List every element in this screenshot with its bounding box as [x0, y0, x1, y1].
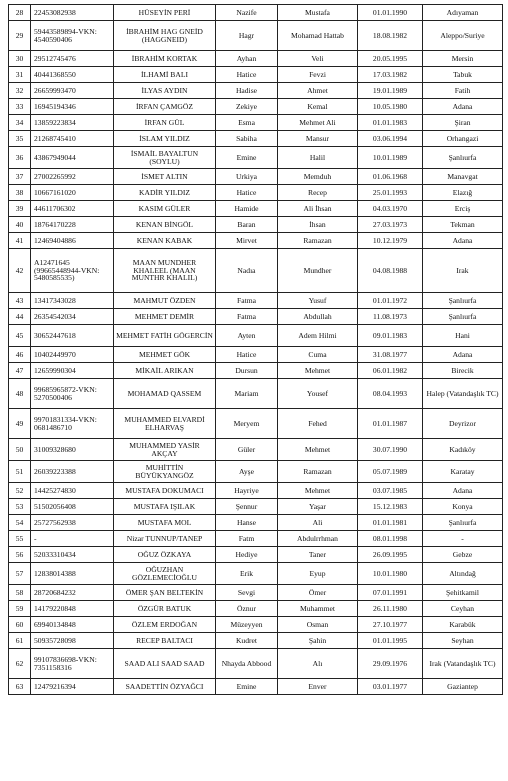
full-name-cell: MUHİTTİN BÜYÜKYANGÖZ — [114, 461, 216, 483]
full-name-cell: KADİR YILDIZ — [114, 185, 216, 201]
id-number-cell: 30652447618 — [31, 325, 114, 347]
mother-name-cell: Şennur — [216, 499, 278, 515]
id-number-cell: 14425274830 — [31, 483, 114, 499]
father-name-cell: Alı — [278, 649, 358, 679]
id-number-cell: 99107836698-VKN: 7351158316 — [31, 649, 114, 679]
id-number-cell: 13417343028 — [31, 293, 114, 309]
row-number-cell: 31 — [9, 67, 31, 83]
full-name-cell: MAHMUT ÖZDEN — [114, 293, 216, 309]
row-number-cell: 50 — [9, 439, 31, 461]
id-number-cell: 52033310434 — [31, 547, 114, 563]
full-name-cell: MİKAİL ARIKAN — [114, 363, 216, 379]
mother-name-cell: Nazife — [216, 5, 278, 21]
table-row — [9, 409, 503, 439]
mother-name-cell: Hatice — [216, 347, 278, 363]
table-row — [9, 185, 503, 201]
mother-name-cell: Mariam — [216, 379, 278, 409]
table-row — [9, 585, 503, 601]
id-number-cell: 29512745476 — [31, 51, 114, 67]
id-number-cell: 25727562938 — [31, 515, 114, 531]
mother-name-cell: Hatice — [216, 67, 278, 83]
full-name-cell: İSMAİL BAYALTUN (SOYLU) — [114, 147, 216, 169]
row-number-cell: 42 — [9, 249, 31, 293]
table-row — [9, 83, 503, 99]
birth-date-cell: 19.01.1989 — [358, 83, 423, 99]
birth-place-cell: Adana — [423, 347, 503, 363]
birth-date-cell: 01.01.1990 — [358, 5, 423, 21]
mother-name-cell: Fatma — [216, 293, 278, 309]
mother-name-cell: Hadise — [216, 83, 278, 99]
father-name-cell: Mehmet — [278, 363, 358, 379]
father-name-cell: Mehmet — [278, 439, 358, 461]
id-number-cell: 14179220848 — [31, 601, 114, 617]
father-name-cell: Halil — [278, 147, 358, 169]
id-number-cell: 26039223388 — [31, 461, 114, 483]
table-row — [9, 379, 503, 409]
table-row — [9, 679, 503, 695]
id-number-cell: 22453082938 — [31, 5, 114, 21]
birth-date-cell: 30.07.1990 — [358, 439, 423, 461]
birth-date-cell: 20.05.1995 — [358, 51, 423, 67]
full-name-cell: SAADETTİN ÖZYAĞCI — [114, 679, 216, 695]
full-name-cell: MEHMET FATİH GÖGERCİN — [114, 325, 216, 347]
father-name-cell: Taner — [278, 547, 358, 563]
mother-name-cell: Hatice — [216, 185, 278, 201]
birth-place-cell: Şanlıurfa — [423, 309, 503, 325]
id-number-cell: 12469404886 — [31, 233, 114, 249]
id-number-cell: 10667161020 — [31, 185, 114, 201]
table-row — [9, 5, 503, 21]
row-number-cell: 58 — [9, 585, 31, 601]
birth-date-cell: 01.01.1981 — [358, 515, 423, 531]
father-name-cell: Mehmet — [278, 483, 358, 499]
father-name-cell: Muhammet — [278, 601, 358, 617]
row-number-cell: 46 — [9, 347, 31, 363]
birth-date-cell: 09.01.1983 — [358, 325, 423, 347]
birth-place-cell: Tekman — [423, 217, 503, 233]
birth-date-cell: 25.01.1993 — [358, 185, 423, 201]
mother-name-cell: Erik — [216, 563, 278, 585]
id-number-cell: 12479216394 — [31, 679, 114, 695]
document-page — [8, 4, 502, 695]
birth-place-cell: Şanlıurfa — [423, 147, 503, 169]
table-row — [9, 131, 503, 147]
birth-date-cell: 27.10.1977 — [358, 617, 423, 633]
birth-date-cell: 08.01.1998 — [358, 531, 423, 547]
birth-place-cell: Adana — [423, 99, 503, 115]
full-name-cell: HÜSEYİN PERİ — [114, 5, 216, 21]
full-name-cell: KENAN BİNGÖL — [114, 217, 216, 233]
birth-place-cell: Karabük — [423, 617, 503, 633]
birth-date-cell: 04.08.1988 — [358, 249, 423, 293]
birth-date-cell: 01.01.1987 — [358, 409, 423, 439]
id-number-cell: 50935728098 — [31, 633, 114, 649]
father-name-cell: Fevzi — [278, 67, 358, 83]
row-number-cell: 63 — [9, 679, 31, 695]
birth-place-cell: Adıyaman — [423, 5, 503, 21]
id-number-cell: 51502056408 — [31, 499, 114, 515]
birth-date-cell: 17.03.1982 — [358, 67, 423, 83]
mother-name-cell: Hamide — [216, 201, 278, 217]
table-row — [9, 563, 503, 585]
row-number-cell: 30 — [9, 51, 31, 67]
birth-date-cell: 01.01.1972 — [358, 293, 423, 309]
father-name-cell: Veli — [278, 51, 358, 67]
mother-name-cell: Baran — [216, 217, 278, 233]
mother-name-cell: Sabiha — [216, 131, 278, 147]
row-number-cell: 57 — [9, 563, 31, 585]
table-row — [9, 293, 503, 309]
row-number-cell: 54 — [9, 515, 31, 531]
id-number-cell: 43867949044 — [31, 147, 114, 169]
id-number-cell: 99701831334-VKN: 0681486710 — [31, 409, 114, 439]
birth-place-cell: Deyrizor — [423, 409, 503, 439]
mother-name-cell: Güler — [216, 439, 278, 461]
full-name-cell: İRFAN GÜL — [114, 115, 216, 131]
birth-date-cell: 05.07.1989 — [358, 461, 423, 483]
father-name-cell: Enver — [278, 679, 358, 695]
mother-name-cell: Hayriye — [216, 483, 278, 499]
birth-place-cell: Şanlıurfa — [423, 293, 503, 309]
birth-date-cell: 29.09.1976 — [358, 649, 423, 679]
id-number-cell: 40441368550 — [31, 67, 114, 83]
table-row — [9, 169, 503, 185]
full-name-cell: ÖMER ŞAN BELTEKİN — [114, 585, 216, 601]
birth-place-cell: Hani — [423, 325, 503, 347]
table-row — [9, 461, 503, 483]
birth-date-cell: 03.01.1977 — [358, 679, 423, 695]
full-name-cell: MUHAMMED YASİR AKÇAY — [114, 439, 216, 461]
row-number-cell: 32 — [9, 83, 31, 99]
mother-name-cell: Emine — [216, 147, 278, 169]
father-name-cell: Abdullah — [278, 309, 358, 325]
birth-date-cell: 01.01.1983 — [358, 115, 423, 131]
row-number-cell: 51 — [9, 461, 31, 483]
full-name-cell: RECEP BALTACI — [114, 633, 216, 649]
birth-place-cell: Erciş — [423, 201, 503, 217]
birth-place-cell: Mersin — [423, 51, 503, 67]
row-number-cell: 37 — [9, 169, 31, 185]
id-number-cell: - — [31, 531, 114, 547]
mother-name-cell: Ayşe — [216, 461, 278, 483]
birth-place-cell: Konya — [423, 499, 503, 515]
row-number-cell: 61 — [9, 633, 31, 649]
full-name-cell: KENAN KABAK — [114, 233, 216, 249]
birth-place-cell: Birecik — [423, 363, 503, 379]
mother-name-cell: Hediye — [216, 547, 278, 563]
row-number-cell: 56 — [9, 547, 31, 563]
full-name-cell: SAAD ALI SAAD SAAD — [114, 649, 216, 679]
id-number-cell: 13859223834 — [31, 115, 114, 131]
row-number-cell: 38 — [9, 185, 31, 201]
row-number-cell: 43 — [9, 293, 31, 309]
table-row — [9, 249, 503, 293]
father-name-cell: Şahin — [278, 633, 358, 649]
mother-name-cell: Ayten — [216, 325, 278, 347]
birth-date-cell: 01.01.1995 — [358, 633, 423, 649]
mother-name-cell: Hagr — [216, 21, 278, 51]
birth-place-cell: Adana — [423, 233, 503, 249]
full-name-cell: İSLAM YILDIZ — [114, 131, 216, 147]
row-number-cell: 40 — [9, 217, 31, 233]
birth-date-cell: 15.12.1983 — [358, 499, 423, 515]
birth-place-cell: Adana — [423, 483, 503, 499]
full-name-cell: İBRAHİM KORTAK — [114, 51, 216, 67]
row-number-cell: 52 — [9, 483, 31, 499]
id-number-cell: 26354542034 — [31, 309, 114, 325]
father-name-cell: Ramazan — [278, 461, 358, 483]
birth-date-cell: 11.08.1973 — [358, 309, 423, 325]
birth-place-cell: Ceyhan — [423, 601, 503, 617]
birth-date-cell: 06.01.1982 — [358, 363, 423, 379]
birth-date-cell: 10.12.1979 — [358, 233, 423, 249]
birth-place-cell: Şiran — [423, 115, 503, 131]
birth-place-cell: Şanlıurfa — [423, 515, 503, 531]
birth-date-cell: 03.07.1985 — [358, 483, 423, 499]
table-row — [9, 309, 503, 325]
row-number-cell: 60 — [9, 617, 31, 633]
father-name-cell: Yousef — [278, 379, 358, 409]
father-name-cell: Mohamad Hattab — [278, 21, 358, 51]
father-name-cell: Memduh — [278, 169, 358, 185]
birth-place-cell: Manavgat — [423, 169, 503, 185]
birth-date-cell: 31.08.1977 — [358, 347, 423, 363]
birth-place-cell: Gaziantep — [423, 679, 503, 695]
table-row — [9, 439, 503, 461]
id-number-cell: 26659993470 — [31, 83, 114, 99]
father-name-cell: Kemal — [278, 99, 358, 115]
birth-date-cell: 10.05.1980 — [358, 99, 423, 115]
birth-date-cell: 10.01.1980 — [358, 563, 423, 585]
row-number-cell: 55 — [9, 531, 31, 547]
row-number-cell: 53 — [9, 499, 31, 515]
mother-name-cell: Hanse — [216, 515, 278, 531]
table-row — [9, 347, 503, 363]
birth-date-cell: 18.08.1982 — [358, 21, 423, 51]
birth-place-cell: - — [423, 531, 503, 547]
row-number-cell: 45 — [9, 325, 31, 347]
full-name-cell: İSMET ALTIN — [114, 169, 216, 185]
mother-name-cell: Urkiya — [216, 169, 278, 185]
full-name-cell: MUHAMMED ELVARDİ ELHARVAŞ — [114, 409, 216, 439]
birth-place-cell: Altındağ — [423, 563, 503, 585]
table-row — [9, 51, 503, 67]
birth-place-cell: Gebze — [423, 547, 503, 563]
father-name-cell: Yusuf — [278, 293, 358, 309]
mother-name-cell: Dursun — [216, 363, 278, 379]
full-name-cell: MUSTAFA IŞILAK — [114, 499, 216, 515]
id-number-cell: 27002265992 — [31, 169, 114, 185]
table-row — [9, 547, 503, 563]
father-name-cell: Cuma — [278, 347, 358, 363]
birth-place-cell: Elazığ — [423, 185, 503, 201]
mother-name-cell: Nhayda Abbood — [216, 649, 278, 679]
birth-date-cell: 26.11.1980 — [358, 601, 423, 617]
mother-name-cell: Zekiye — [216, 99, 278, 115]
father-name-cell: Eyup — [278, 563, 358, 585]
full-name-cell: ÖZGÜR BATUK — [114, 601, 216, 617]
full-name-cell: İLHAMİ BALI — [114, 67, 216, 83]
full-name-cell: MEHMET DEMİR — [114, 309, 216, 325]
table-row — [9, 147, 503, 169]
mother-name-cell: Müzeyyen — [216, 617, 278, 633]
mother-name-cell: Nadıa — [216, 249, 278, 293]
id-number-cell: 16945194346 — [31, 99, 114, 115]
full-name-cell: MUSTAFA DOKUMACI — [114, 483, 216, 499]
table-row — [9, 483, 503, 499]
id-number-cell: 31009328680 — [31, 439, 114, 461]
full-name-cell: MUSTAFA MOL — [114, 515, 216, 531]
father-name-cell: İhsan — [278, 217, 358, 233]
father-name-cell: Ömer — [278, 585, 358, 601]
birth-place-cell: Şehitkamil — [423, 585, 503, 601]
birth-date-cell: 01.06.1968 — [358, 169, 423, 185]
birth-date-cell: 26.09.1995 — [358, 547, 423, 563]
table-row — [9, 601, 503, 617]
table-row — [9, 217, 503, 233]
row-number-cell: 59 — [9, 601, 31, 617]
birth-date-cell: 04.03.1970 — [358, 201, 423, 217]
birth-place-cell: Seyhan — [423, 633, 503, 649]
father-name-cell: Mansur — [278, 131, 358, 147]
row-number-cell: 62 — [9, 649, 31, 679]
father-name-cell: Ali İhsan — [278, 201, 358, 217]
row-number-cell: 44 — [9, 309, 31, 325]
id-number-cell: 12659990304 — [31, 363, 114, 379]
mother-name-cell: Öznur — [216, 601, 278, 617]
row-number-cell: 34 — [9, 115, 31, 131]
id-number-cell: 69940134848 — [31, 617, 114, 633]
full-name-cell: OĞUZHAN GÖZLEMECİOĞLU — [114, 563, 216, 585]
persons-table — [8, 4, 503, 695]
table-body — [9, 5, 503, 695]
row-number-cell: 49 — [9, 409, 31, 439]
full-name-cell: KASIM GÜLER — [114, 201, 216, 217]
table-row — [9, 617, 503, 633]
birth-place-cell: Orhangazi — [423, 131, 503, 147]
birth-date-cell: 27.03.1973 — [358, 217, 423, 233]
row-number-cell: 29 — [9, 21, 31, 51]
id-number-cell: 44611706302 — [31, 201, 114, 217]
mother-name-cell: Fatm — [216, 531, 278, 547]
id-number-cell: 18764170228 — [31, 217, 114, 233]
birth-date-cell: 03.06.1994 — [358, 131, 423, 147]
father-name-cell: Adem Hilmi — [278, 325, 358, 347]
father-name-cell: Ahmet — [278, 83, 358, 99]
row-number-cell: 33 — [9, 99, 31, 115]
row-number-cell: 41 — [9, 233, 31, 249]
birth-place-cell: Tabuk — [423, 67, 503, 83]
table-row — [9, 649, 503, 679]
mother-name-cell: Esma — [216, 115, 278, 131]
table-row — [9, 515, 503, 531]
birth-date-cell: 10.01.1989 — [358, 147, 423, 169]
full-name-cell: İRFAN ÇAMGÖZ — [114, 99, 216, 115]
id-number-cell: 99685965872-VKN: 5270500406 — [31, 379, 114, 409]
row-number-cell: 35 — [9, 131, 31, 147]
mother-name-cell: Meryem — [216, 409, 278, 439]
birth-place-cell: Irak (Vatandaşlık TC) — [423, 649, 503, 679]
row-number-cell: 48 — [9, 379, 31, 409]
birth-date-cell: 07.01.1991 — [358, 585, 423, 601]
id-number-cell: 59443589894-VKN: 4540590406 — [31, 21, 114, 51]
mother-name-cell: Kudret — [216, 633, 278, 649]
birth-date-cell: 08.04.1993 — [358, 379, 423, 409]
birth-place-cell: Fatih — [423, 83, 503, 99]
mother-name-cell: Emine — [216, 679, 278, 695]
mother-name-cell: Mirvet — [216, 233, 278, 249]
table-row — [9, 633, 503, 649]
father-name-cell: Ramazan — [278, 233, 358, 249]
full-name-cell: MAAN MUNDHER KHALEEL (MAAN MUNTHR KHALIL) — [114, 249, 216, 293]
birth-place-cell: Karatay — [423, 461, 503, 483]
id-number-cell: 10402449970 — [31, 347, 114, 363]
row-number-cell: 39 — [9, 201, 31, 217]
full-name-cell: Nizar TUNNUP/TANEP — [114, 531, 216, 547]
table-row — [9, 115, 503, 131]
id-number-cell: 21268745410 — [31, 131, 114, 147]
full-name-cell: İBRAHİM HAG GNEİD (HAGGNEID) — [114, 21, 216, 51]
father-name-cell: Yaşar — [278, 499, 358, 515]
birth-place-cell: Kadıköy — [423, 439, 503, 461]
father-name-cell: Recep — [278, 185, 358, 201]
birth-place-cell: Halep (Vatandaşlık TC) — [423, 379, 503, 409]
mother-name-cell: Fatma — [216, 309, 278, 325]
father-name-cell: Mundher — [278, 249, 358, 293]
row-number-cell: 36 — [9, 147, 31, 169]
father-name-cell: Fehed — [278, 409, 358, 439]
row-number-cell: 47 — [9, 363, 31, 379]
mother-name-cell: Sevgi — [216, 585, 278, 601]
birth-place-cell: Aleppo/Suriye — [423, 21, 503, 51]
table-row — [9, 21, 503, 51]
mother-name-cell: Ayhan — [216, 51, 278, 67]
full-name-cell: OĞUZ ÖZKAYA — [114, 547, 216, 563]
table-row — [9, 499, 503, 515]
full-name-cell: MEHMET GÖK — [114, 347, 216, 363]
father-name-cell: Ali — [278, 515, 358, 531]
table-row — [9, 531, 503, 547]
id-number-cell: A12471645 (99665448944-VKN: 5480585535) — [31, 249, 114, 293]
birth-place-cell: Irak — [423, 249, 503, 293]
table-row — [9, 363, 503, 379]
table-row — [9, 99, 503, 115]
father-name-cell: Mehmet Ali — [278, 115, 358, 131]
row-number-cell: 28 — [9, 5, 31, 21]
father-name-cell: Abdulrrhman — [278, 531, 358, 547]
table-row — [9, 201, 503, 217]
father-name-cell: Mustafa — [278, 5, 358, 21]
full-name-cell: İLYAS AYDIN — [114, 83, 216, 99]
id-number-cell: 28720684232 — [31, 585, 114, 601]
full-name-cell: ÖZLEM ERDOĞAN — [114, 617, 216, 633]
full-name-cell: MOHAMAD QASSEM — [114, 379, 216, 409]
table-row — [9, 233, 503, 249]
father-name-cell: Osman — [278, 617, 358, 633]
table-row — [9, 67, 503, 83]
table-row — [9, 325, 503, 347]
id-number-cell: 12838014388 — [31, 563, 114, 585]
